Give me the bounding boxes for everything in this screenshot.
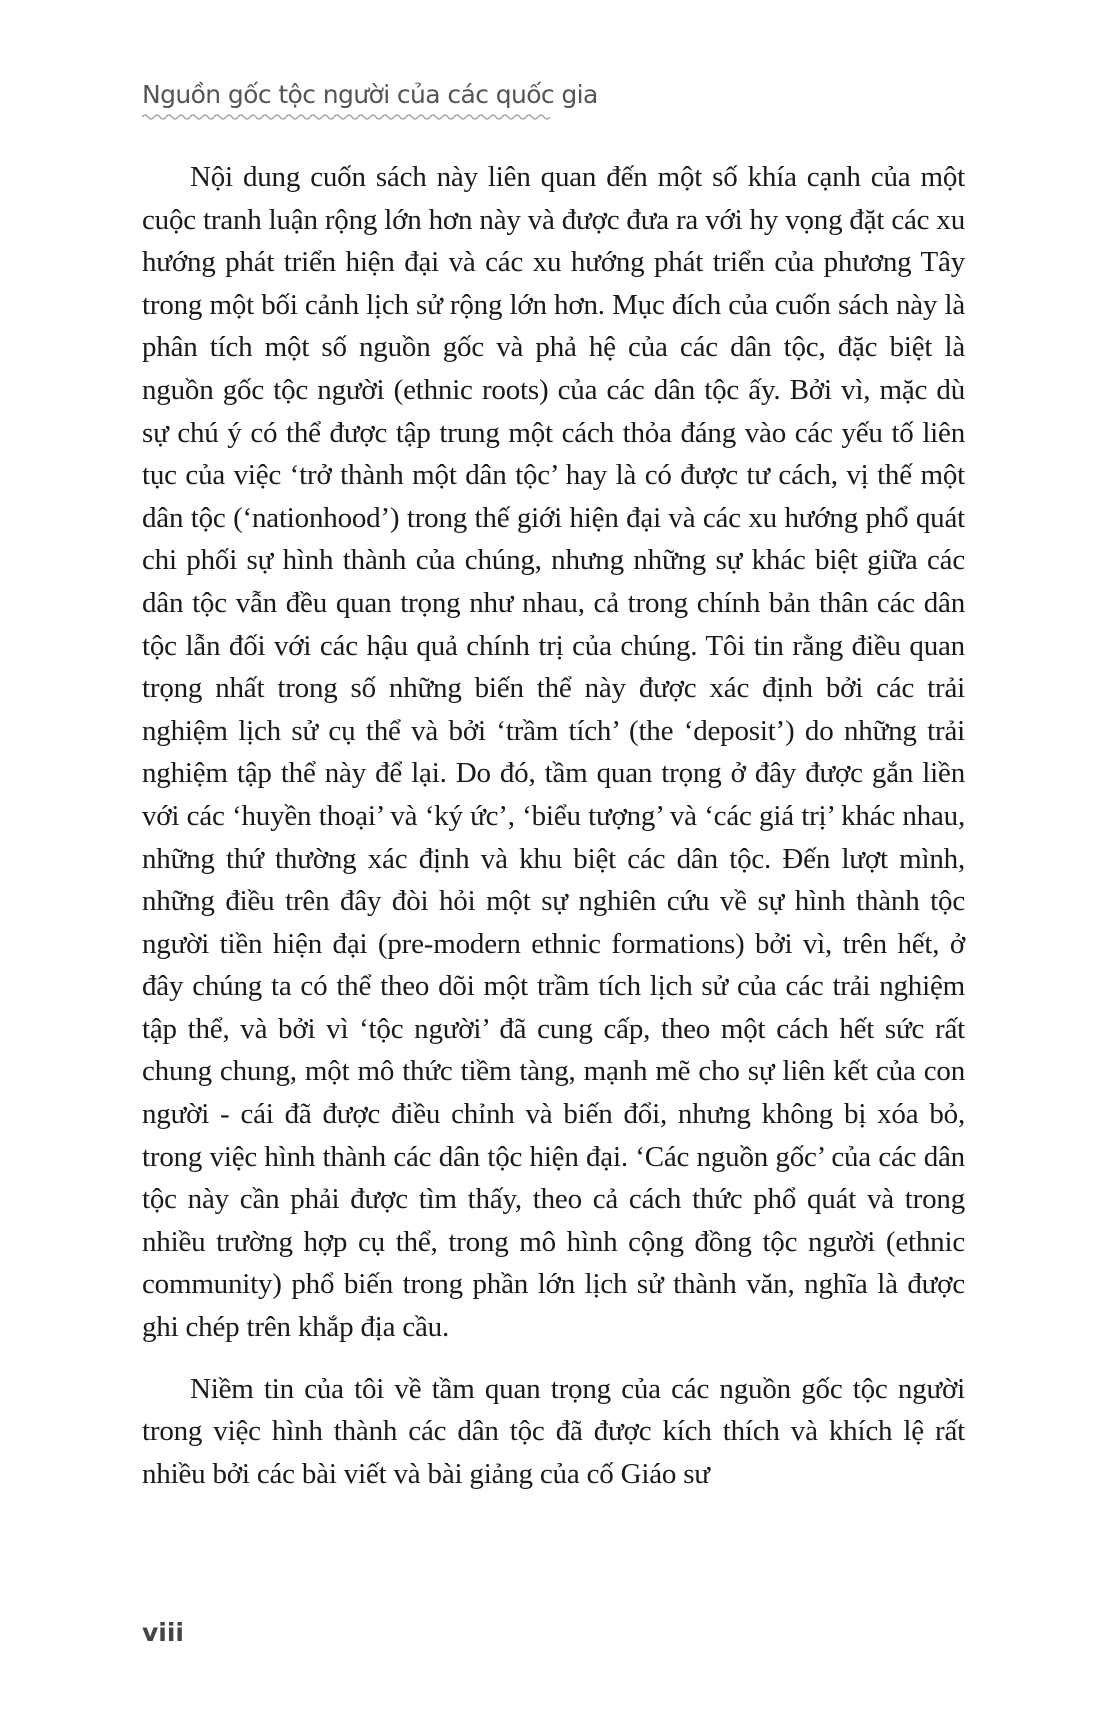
paragraph: Niềm tin của tôi về tầm quan trọng của các nguồn gốc tộc người trong việc hình thành các dân tộc đã được kích thích và khích lệ rất nhiều bởi các bài viết và bài giảng của cố Giáo sư	[142, 1372, 965, 1490]
running-head	[142, 78, 598, 121]
paragraph: Nội dung cuốn sách này liên quan đến một số khía cạnh của một cuộc tranh luận rộng lớn hơn này và được đưa ra với hy vọng đặt các xu hướng phát triển hiện đại và các xu hướng phát triển của phương Tây trong một bối cảnh lịch sử rộng lớn hơn. Mục đích của cuốn sách này là phân tích một số nguồn gốc và phả hệ của các dân tộc, đặc biệt là nguồn gốc tộc người (ethnic roots) của các dân tộc ấy. Bởi vì, mặc dù sự chú ý có thể được tập trung một cách thỏa đáng vào các yếu tố liên tục của việc ‘trở thành một dân tộc’ hay là có được tư cách, vị thế một dân tộc (‘nationhood’) trong thế giới hiện đại và các xu hướng phổ quát chi phối sự hình thành của chúng, nhưng những sự khác biệt giữa các dân tộc vẫn đều quan trọng như nhau, cả trong chính bản thân các dân tộc lẫn đối với các hậu quả chính trị của chúng. Tôi tin rằng điều quan trọng nhất trong số những biến thể này được xác định bởi các trải nghiệm lịch sử cụ thể và bởi ‘trầm tích’ (the ‘deposit’) do những trải nghiệm tập thể này để lại. Do đó, tầm quan trọng ở đây được gắn liền với các ‘huyền thoại’ và ‘ký ức’, ‘biểu tượng’ và ‘các giá trị’ khác nhau, những thứ thường xác định và khu biệt các dân tộc. Đến lượt mình, những điều trên đây đòi hỏi một sự nghiên cứu về sự hình thành tộc người tiền hiện đại (pre-modern ethnic formations) bởi vì, trên hết, ở đây chúng ta có thể theo dõi một trầm tích lịch sử của các trải nghiệm tập thể, và bởi vì ‘tộc người’ đã cung cấp, theo một cách hết sức rất chung chung, một mô thức tiềm tàng, mạnh mẽ cho sự liên kết của con người - cái đã được điều chỉnh và biến đổi, nhưng không bị xóa bỏ, trong việc hình thành các dân tộc hiện đại. ‘Các nguồn gốc’ của các dân tộc này cần phải được tìm thấy, theo cả cách thức phổ quát và trong nhiều trường hợp cụ thể, trong mô hình cộng đồng tộc người (ethnic community) phổ biến trong phần lớn lịch sử thành văn, nghĩa là được ghi chép trên khắp địa cầu.	[142, 161, 965, 1344]
wavy-underline-ornament	[142, 113, 552, 121]
body-text	[142, 156, 965, 1495]
running-head-title: Nguồn gốc tộc người của các quốc gia	[142, 80, 598, 109]
page-number: viii	[142, 1618, 185, 1647]
